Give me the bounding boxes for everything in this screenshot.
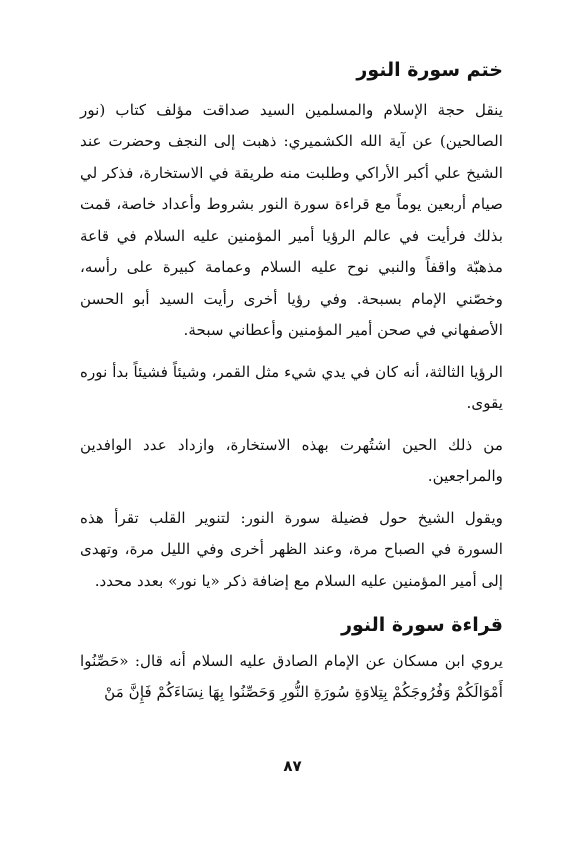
paragraph-kashmiri-account: ينقل حجة الإسلام والمسلمين السيد صداقت مؤلف كتاب (نور الصالحين) عن آية الله الكشميري: ذهبت إلى النجف وحضرت عند الشيخ علي أكبر الأراكي وطلبت منه طريقة في الاستخارة، فذكر لي صيام أربعين يوماً مع قراءة سورة النور بشروط وأعداد خاصة، قمت بذلك فرأيت في عالم الرؤيا أمير المؤمنين عليه السلام في قاعة مذهبّة واقفاً والنبي نوح عليه السلام وعمامة كبيرة على رأسه، وخصّني الإمام بسبحة. وفي رؤيا أخرى رأيت السيد أبو الحسن الأصفهاني في صحن أمير المؤمنين وأعطاني سبحة. <box>80 100 503 340</box>
paragraph-ibn-muskan-narration: يروي ابن مسكان عن الإمام الصادق عليه السلام أنه قال: «حَصِّنُوا أَمْوَالَكُمْ وَفُرُوجَكُمْ بِتِلاوَةِ سُورَةِ النُّورِ وَحَصِّنُوا بِهَا نِسَاءَكُمْ فَإِنَّ مَنْ <box>80 651 503 702</box>
paragraph-third-dream: الرؤيا الثالثة، أنه كان في يدي شيء مثل القمر، وشيئاً فشيئاً بدأ نوره يقوى. <box>80 362 503 413</box>
paragraph-istikhara-fame: من ذلك الحين اشتُهرت بهذه الاستخارة، وازداد عدد الوافدين والمراجعين. <box>80 435 503 486</box>
paragraph-sheikh-virtue: ويقول الشيخ حول فضيلة سورة النور: لتنوير القلب تقرأ هذه السورة في الصباح مرة، وعند الظهر أخرى وفي الليل مرة، وتهدى إلى أمير المؤمنين عليه السلام مع إضافة ذكر «يا نور» بعدد محدد. <box>80 508 503 590</box>
section-heading-reading-surat-al-nur: قراءة سورة النور <box>341 614 503 637</box>
page-number: ٨٧ <box>283 757 302 775</box>
section-heading-khatm-surat-al-nur: ختم سورة النور <box>356 59 503 81</box>
